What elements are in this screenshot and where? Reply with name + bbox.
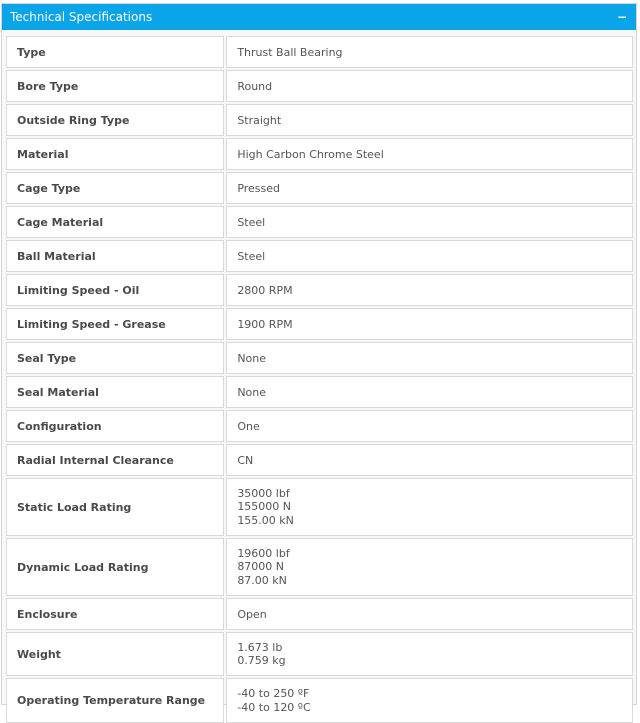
- spec-row: [6, 632, 633, 676]
- spec-label: Operating Temperature Range: [6, 678, 224, 723]
- spec-label: Dynamic Load Rating: [6, 538, 224, 596]
- spec-list: [2, 30, 636, 723]
- spec-value-line: 19600 lbf: [237, 546, 290, 560]
- spec-value: None: [226, 342, 633, 374]
- spec-label: Ball Material: [6, 240, 224, 272]
- spec-value-line: 1.673 lb: [237, 640, 283, 654]
- spec-row: [6, 172, 633, 204]
- spec-value-line: -40 to 250 ºF: [237, 687, 310, 700]
- spec-value: CN: [226, 444, 633, 476]
- spec-value: [226, 678, 633, 723]
- spec-label: Weight: [6, 632, 224, 676]
- spec-value: [226, 632, 633, 676]
- spec-value-line: 87.00 kN: [237, 573, 287, 587]
- spec-value-line: 155.00 kN: [237, 513, 294, 527]
- spec-row: [6, 444, 633, 476]
- spec-value: Open: [226, 598, 633, 630]
- spec-value: Straight: [226, 104, 633, 136]
- spec-row: [6, 70, 633, 102]
- spec-value-line: -40 to 120 ºC: [237, 700, 311, 714]
- spec-label: Bore Type: [6, 70, 224, 102]
- spec-row: [6, 138, 633, 170]
- spec-row: [6, 678, 633, 723]
- spec-value-line: 155000 N: [237, 500, 292, 514]
- spec-value: [226, 478, 633, 536]
- spec-row: [6, 478, 633, 536]
- spec-value: Pressed: [226, 172, 633, 204]
- spec-value: 2800 RPM: [226, 274, 633, 306]
- spec-value: 1900 RPM: [226, 308, 633, 340]
- spec-value: One: [226, 410, 633, 442]
- spec-label: Seal Type: [6, 342, 224, 374]
- collapse-icon[interactable]: −: [616, 10, 628, 24]
- spec-row: [6, 538, 633, 596]
- spec-value: Steel: [226, 206, 633, 238]
- spec-label: Radial Internal Clearance: [6, 444, 224, 476]
- spec-row: [6, 240, 633, 272]
- spec-value-line: 87000 N: [237, 560, 285, 574]
- spec-value: Thrust Ball Bearing: [226, 36, 633, 68]
- spec-row: [6, 36, 633, 68]
- spec-value-line: 0.759 kg: [237, 654, 286, 667]
- spec-value: Steel: [226, 240, 633, 272]
- spec-label: Seal Material: [6, 376, 224, 408]
- spec-row: [6, 376, 633, 408]
- spec-row: [6, 308, 633, 340]
- spec-label: Enclosure: [6, 598, 224, 630]
- spec-label: Cage Type: [6, 172, 224, 204]
- spec-value: None: [226, 376, 633, 408]
- spec-label: Static Load Rating: [6, 478, 224, 536]
- technical-specifications-panel: [1, 3, 637, 714]
- panel-title: Technical Specifications: [10, 10, 153, 24]
- spec-label: Cage Material: [6, 206, 224, 238]
- spec-row: [6, 104, 633, 136]
- spec-label: Outside Ring Type: [6, 104, 224, 136]
- spec-value: [226, 538, 633, 596]
- spec-label: Material: [6, 138, 224, 170]
- spec-label: Configuration: [6, 410, 224, 442]
- spec-value-line: 35000 lbf: [237, 486, 290, 500]
- spec-label: Type: [6, 36, 224, 68]
- spec-row: [6, 206, 633, 238]
- spec-label: Limiting Speed - Grease: [6, 308, 224, 340]
- spec-value: Round: [226, 70, 633, 102]
- spec-label: Limiting Speed - Oil: [6, 274, 224, 306]
- panel-header[interactable]: [2, 4, 636, 30]
- spec-row: [6, 410, 633, 442]
- spec-value: High Carbon Chrome Steel: [226, 138, 633, 170]
- spec-row: [6, 598, 633, 630]
- spec-row: [6, 274, 633, 306]
- spec-row: [6, 342, 633, 374]
